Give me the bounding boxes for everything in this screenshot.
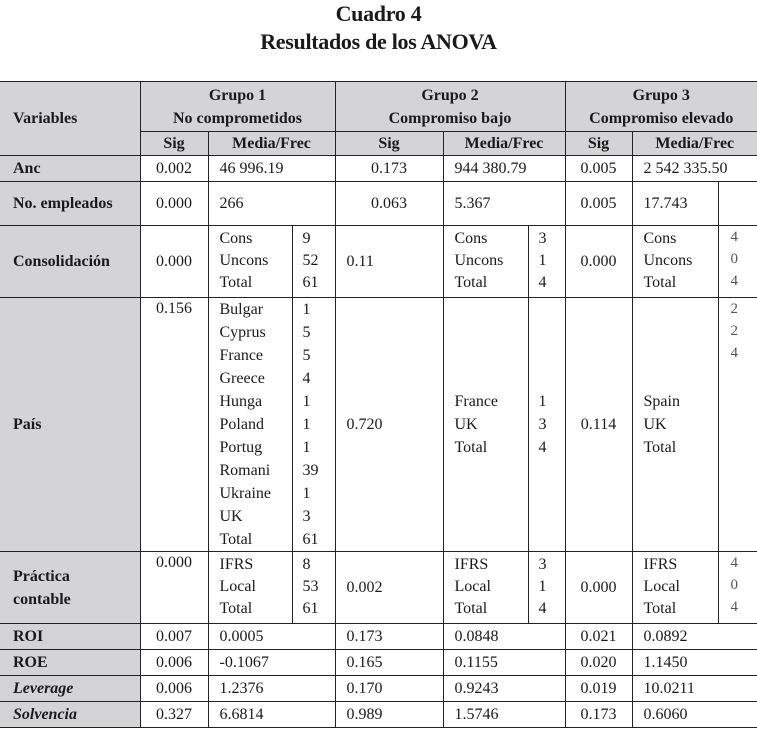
category-label: Total [219,273,253,291]
g1-sig: 0.007 [140,624,208,650]
g3-sig: 0.021 [565,624,632,650]
category-count: 8 [302,555,311,573]
g3-sig: 0.020 [565,650,632,676]
g1-sig: 0.000 [140,226,208,298]
g1-value: 46 996.19 [208,156,335,182]
category-count: 3 [538,555,547,573]
category-count: 4 [730,273,738,289]
g3-value: 1.1450 [632,650,757,676]
table-row-roe [0,650,757,676]
g1-sig: 0.156 [140,298,208,552]
row-label: País [0,298,140,552]
g1-category-list [208,226,292,298]
category-label: Total [643,273,677,291]
category-count: 2 [730,301,738,317]
category-count: 3 [538,229,547,247]
category-count: 4 [538,599,547,617]
g2-value: 0.1155 [443,650,565,676]
category-count: 9 [302,229,311,247]
anova-results-table [0,81,757,728]
category-label: UK [219,508,243,525]
category-label: Uncons [454,251,504,269]
category-label: Romani [219,462,271,479]
g2-value: 0.0848 [443,624,565,650]
table-row-empleados [0,182,757,226]
category-count: 0 [730,251,738,267]
table-row-solvencia [0,702,757,728]
row-label [0,552,140,624]
category-label: Total [454,599,488,617]
category-label: Local [643,577,680,595]
category-count: 1 [302,416,311,433]
row-label: Leverage [0,676,140,702]
category-count: 1 [302,485,311,502]
category-count: 5 [302,324,311,341]
row-label: Solvencia [0,702,140,728]
category-count: 61 [302,273,319,291]
group1-media-header: Media/Frec [208,132,335,156]
table-row-pais [0,298,757,552]
g2-category-list [443,552,528,624]
table-row-leverage [0,676,757,702]
g1-value: 1.2376 [208,676,335,702]
group2-name: Grupo 2 [421,86,479,104]
category-count: 1 [302,301,311,318]
category-count: 4 [730,345,738,361]
g3-sig: 0.005 [565,182,632,226]
category-label: Spain [643,393,680,410]
g2-sig: 0.170 [335,676,443,702]
g3-category-list [632,552,718,624]
category-label: Cyprus [219,324,266,341]
category-label: Total [643,439,677,456]
group3-sig-header: Sig [565,132,632,156]
variables-header: Variables [0,82,140,156]
category-label: IFRS [454,555,489,573]
category-label: Total [219,531,253,548]
category-count: 3 [302,508,311,525]
category-label: France [219,347,264,364]
row-label: ROE [0,650,140,676]
g2-sig: 0.173 [335,156,443,182]
category-count: 4 [538,273,547,291]
g3-category-list [632,298,718,552]
category-count: 1 [538,577,547,595]
category-label: Total [454,439,488,456]
category-label: Greece [219,370,265,387]
category-count: 0 [730,577,738,593]
group3-name: Grupo 3 [632,86,690,104]
category-label: Cons [454,229,488,247]
g3-sig: 0.173 [565,702,632,728]
group2-desc: Compromiso bajo [388,109,512,127]
g3-value: 17.743 [632,182,718,226]
category-count: 52 [302,251,319,269]
table-row-practica-contable [0,552,757,624]
table-row-roi [0,624,757,650]
category-count: 53 [302,577,319,595]
g3-category-list [632,226,718,298]
category-label: France [454,393,499,410]
row-label: No. empleados [0,182,140,226]
g2-count-list [528,552,565,624]
g1-value: -0.1067 [208,650,335,676]
category-label: IFRS [219,555,254,573]
g3-sig: 0.000 [565,226,632,298]
category-count: 5 [302,347,311,364]
g1-value: 0.0005 [208,624,335,650]
category-label: UK [643,416,667,433]
g1-category-list [208,552,292,624]
g2-value: 0.9243 [443,676,565,702]
g2-category-list [443,226,528,298]
g3-count-list [718,226,757,298]
category-count: 4 [730,229,738,245]
category-count: 2 [730,323,738,339]
table-caption-title: Resultados de los ANOVA [260,29,497,54]
category-count: 4 [730,599,738,615]
g2-sig: 0.11 [335,226,443,298]
g1-sig: 0.327 [140,702,208,728]
group3-header [565,82,757,132]
category-label: Hunga [219,393,263,410]
g3-value: 2 542 335.50 [632,156,757,182]
category-label: Bulgar [219,301,264,318]
category-count: 1 [538,393,547,410]
g3-sig: 0.019 [565,676,632,702]
g3-value: 0.6060 [632,702,757,728]
g3-sig: 0.114 [565,298,632,552]
g2-sig: 0.989 [335,702,443,728]
category-label: Local [219,577,256,595]
category-label: Uncons [643,251,693,269]
g1-count-list [292,298,335,552]
g3-sig: 0.000 [565,552,632,624]
g3-sig: 0.005 [565,156,632,182]
group2-header [335,82,565,132]
g3-count-list [718,298,757,552]
category-label: IFRS [643,555,678,573]
category-count: 4 [538,439,547,456]
row-label-line1: Práctica [13,567,70,585]
table-row-consolidacion [0,226,757,298]
category-count: 1 [538,251,547,269]
row-label-line2: contable [13,590,71,608]
group1-name: Grupo 1 [208,86,267,104]
g2-sig: 0.165 [335,650,443,676]
group2-media-header: Media/Frec [443,132,565,156]
category-label: Total [643,599,677,617]
g2-category-list [443,298,528,552]
g2-sig: 0.002 [335,552,443,624]
row-label: Consolidación [0,226,140,298]
category-label: Total [454,273,488,291]
g3-value: 10.0211 [632,676,757,702]
group1-header [140,82,335,132]
g1-count-list [292,226,335,298]
g1-sig: 0.006 [140,650,208,676]
category-count: 4 [730,555,738,571]
table-caption-number: Cuadro 4 [335,1,422,26]
g3-empty-cell [718,182,757,226]
row-label: ROI [0,624,140,650]
group1-desc: No comprometidos [172,109,303,127]
g2-sig: 0.173 [335,624,443,650]
g1-sig: 0.006 [140,676,208,702]
category-label: Total [219,599,253,617]
g1-value: 6.6814 [208,702,335,728]
category-count: 1 [302,439,311,456]
category-label: Uncons [219,251,269,269]
category-count: 4 [302,370,311,387]
g2-sig: 0.063 [335,182,443,226]
g1-sig: 0.002 [140,156,208,182]
category-count: 3 [538,416,547,433]
category-label: Poland [219,416,264,433]
g3-value: 0.0892 [632,624,757,650]
group3-media-header: Media/Frec [632,132,757,156]
table-row-anc [0,156,757,182]
row-label: Anc [0,156,140,182]
group3-desc: Compromiso elevado [589,109,734,127]
g1-sig: 0.000 [140,182,208,226]
category-label: Cons [219,229,253,247]
category-count: 61 [302,599,319,617]
category-label: Portug [219,439,263,456]
group2-sig-header: Sig [335,132,443,156]
category-label: Cons [643,229,677,247]
g1-value: 266 [208,182,335,226]
category-count: 61 [302,531,319,548]
g2-value: 5.367 [443,182,565,226]
g2-value: 944 380.79 [443,156,565,182]
g1-count-list [292,552,335,624]
g2-sig: 0.720 [335,298,443,552]
group1-sig-header: Sig [140,132,208,156]
category-label: Local [454,577,491,595]
g3-count-list [718,552,757,624]
category-count: 1 [302,393,311,410]
category-label: UK [454,416,478,433]
g1-sig: 0.000 [140,552,208,624]
g1-category-list [208,298,292,552]
category-count: 39 [302,462,319,479]
g2-count-list [528,298,565,552]
category-label: Ukraine [219,485,272,502]
g2-count-list [528,226,565,298]
g2-value: 1.5746 [443,702,565,728]
